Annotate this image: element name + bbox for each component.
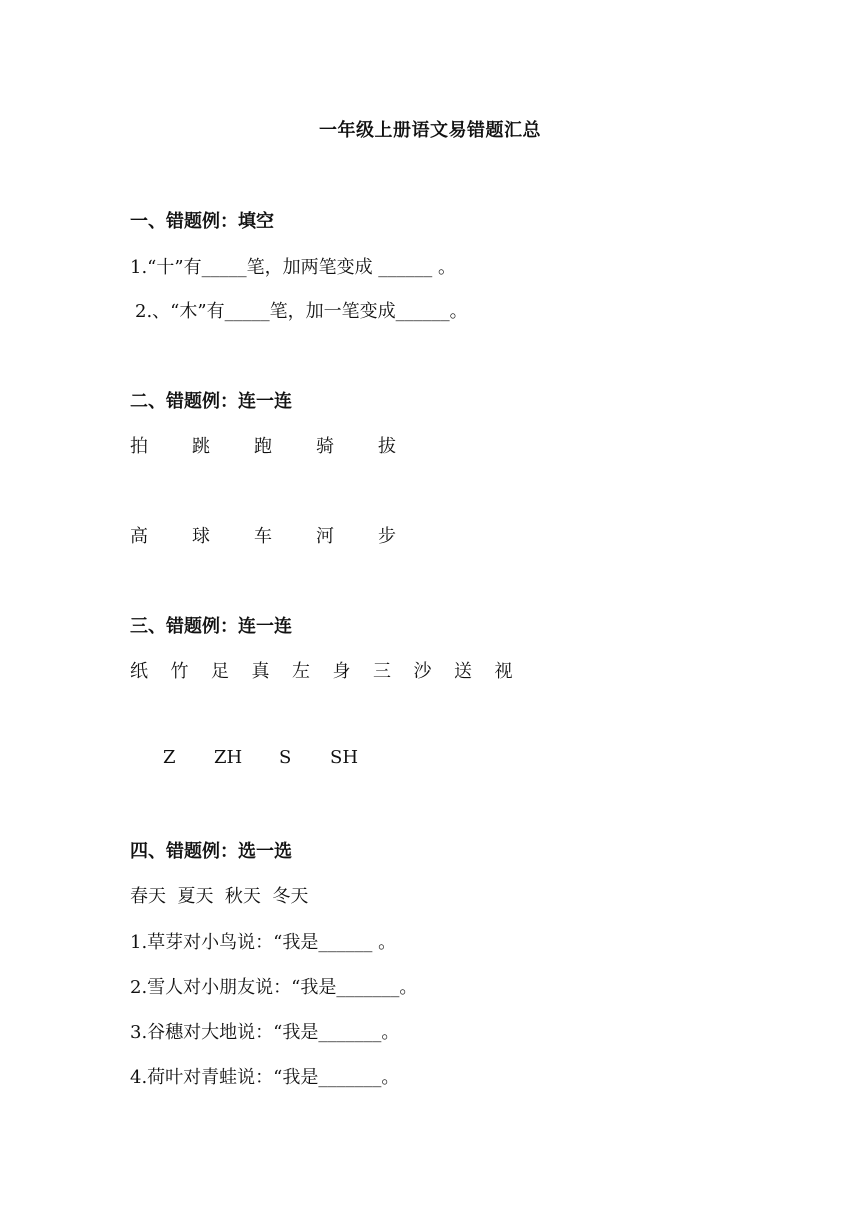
char-item: 竹 (170, 661, 189, 682)
section-2-heading: 二、错题例：连一连 (130, 391, 292, 412)
section-4-question-1: 1.草芽对小鸟说：“我是______ 。 (130, 932, 397, 953)
verb-char: 跳 (192, 436, 210, 457)
verb-char: 骑 (316, 436, 334, 457)
pinyin-item: Z (163, 747, 176, 768)
noun-char: 球 (192, 526, 210, 547)
pinyin-item: S (279, 747, 292, 768)
pinyin-item: SH (330, 747, 359, 768)
section-1-question-2: 2.、“木”有_____笔，加一笔变成______。 (135, 301, 468, 322)
verb-char: 拍 (130, 436, 148, 457)
page-title: 一年级上册语文易错题汇总 (319, 120, 541, 141)
noun-char: 步 (378, 526, 396, 547)
char-item: 真 (251, 661, 270, 682)
noun-char: 河 (316, 526, 334, 547)
section-4-question-3: 3.谷穗对大地说：“我是_______。 (130, 1022, 400, 1043)
char-item: 三 (373, 661, 391, 682)
section-2-bottom-row (130, 522, 440, 548)
section-4-heading: 四、错题例：选一选 (130, 841, 292, 862)
section-3-pinyin-row (163, 747, 370, 768)
noun-char: 车 (254, 526, 272, 547)
char-item: 足 (211, 661, 229, 682)
section-3-char-row (130, 657, 535, 683)
section-1-question-1: 1.“十”有_____笔，加两笔变成 ______ 。 (130, 257, 457, 278)
section-4-question-2: 2.雪人对小朋友说：“我是_______。 (130, 977, 418, 998)
section-3-heading: 三、错题例：连一连 (130, 616, 292, 637)
section-2-top-row (130, 432, 440, 458)
char-item: 送 (454, 661, 472, 682)
char-item: 视 (494, 661, 513, 682)
verb-char: 跑 (254, 436, 272, 457)
pinyin-item: ZH (214, 747, 243, 768)
noun-char: 高 (130, 526, 148, 547)
char-item: 左 (292, 661, 310, 682)
char-item: 纸 (130, 661, 148, 682)
section-4-question-4: 4.荷叶对青蛙说：“我是_______。 (130, 1067, 400, 1088)
char-item: 身 (332, 661, 351, 682)
section-1-heading: 一、错题例：填空 (130, 211, 274, 232)
char-item: 沙 (413, 661, 432, 682)
season-options: 春天 夏天 秋天 冬天 (130, 886, 309, 907)
verb-char: 拔 (378, 436, 396, 457)
